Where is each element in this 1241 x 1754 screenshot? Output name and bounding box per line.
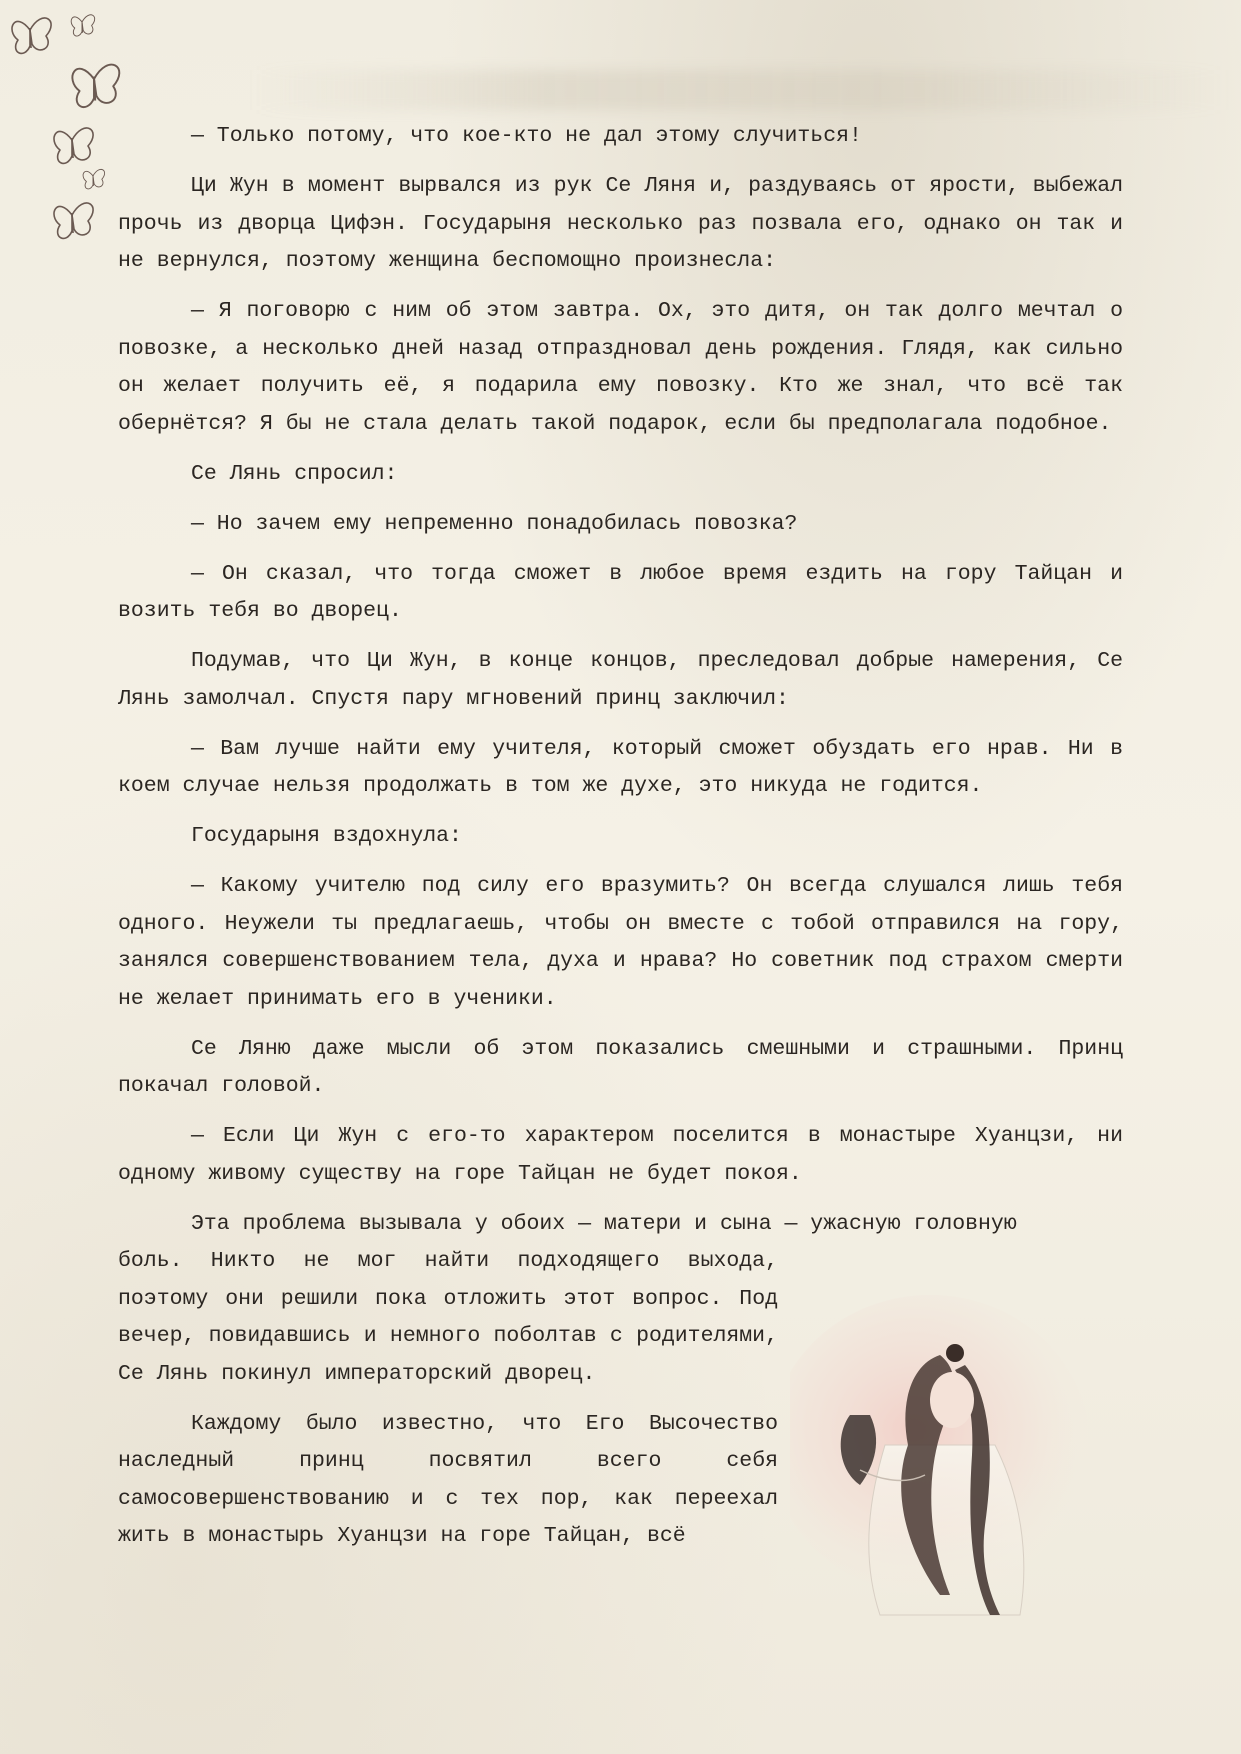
butterfly-icon [54,128,93,163]
paragraph: — Вам лучше найти ему учителя, который сможет обуздать его нрав. Ни в коем случае нельзя продолжать в том же духе, это никуда не годится. [118,736,1123,798]
paragraph: Ци Жун в момент вырвался из рук Се Ляня и, раздуваясь от ярости, выбежал прочь из дворца Цифэн. Государыня несколько раз позвала его, однако он так и не вернулся, поэтому женщина беспомощно произнесла: [118,174,1123,273]
butterfly-icon [54,203,93,238]
paragraph: — Но зачем ему непременно понадобилась повозка? [191,511,798,536]
paragraph: — Если Ци Жун с его-то характером поселится в монастыре Хуанцзи, ни одному живому существу на горе Тайцан не будет покоя. [118,1124,1123,1186]
paragraph: Государыня вздохнула: [191,824,462,848]
butterfly-icon [12,18,51,53]
paragraph: Каждому было известно, что Его Высочество наследный принц посвятил всего себя самосовершенствованию и с тех пор, как переехал жить в монастырь Хуанцзи на горе Тайцан, всё [118,1411,778,1548]
ink-wash-decoration [250,70,1230,110]
paragraph: Подумав, что Ци Жун, в конце концов, преследовал добрые намерения, Се Лянь замолчал. Спустя пару мгновений принц заключил: [118,649,1123,711]
character-illustration [790,1295,1120,1625]
paragraph: — Он сказал, что тогда сможет в любое время ездить на гору Тайцан и возить тебя во дворец. [118,561,1123,623]
paragraph: Се Ляню даже мысли об этом показались смешными и страшными. Принц покачал головой. [118,1036,1123,1098]
butterfly-icon [83,169,105,188]
paragraph: — Я поговорю с ним об этом завтра. Ох, это дитя, он так долго мечтал о повозке, а несколько дней назад отпраздновал день рождения. Глядя, как сильно он желает получить её, я подарила ему повозку. Кто же знал, что всё так обернётся? Я бы не стала делать такой подарок, если бы предполагала подобное. [118,299,1123,436]
paragraph-first-line: Эта проблема вызывала у обоих — матери и сына — ужасную головную [191,1211,1017,1236]
paragraph: — Какому учителю под силу его вразумить? Он всегда слушался лишь тебя одного. Неужели ты предлагаешь, чтобы он вместе с тобой отправился на гору, занялся совершенствованием тела, духа и нрава? Но советник под страхом смерти не желает принимать его в ученики. [118,874,1123,1011]
paragraph: — Только потому, что кое-кто не дал этому случиться! [191,124,862,148]
paragraph: Се Лянь спросил: [191,461,398,486]
butterfly-icon [71,15,94,36]
butterfly-icon [72,65,119,108]
paragraph-rest: боль. Никто не мог найти подходящего выхода, поэтому они решили пока отложить этот вопрос. Под вечер, повидавшись и немного поболтав с родителями, Се Лянь покинул императорский дворец. [118,1249,778,1386]
